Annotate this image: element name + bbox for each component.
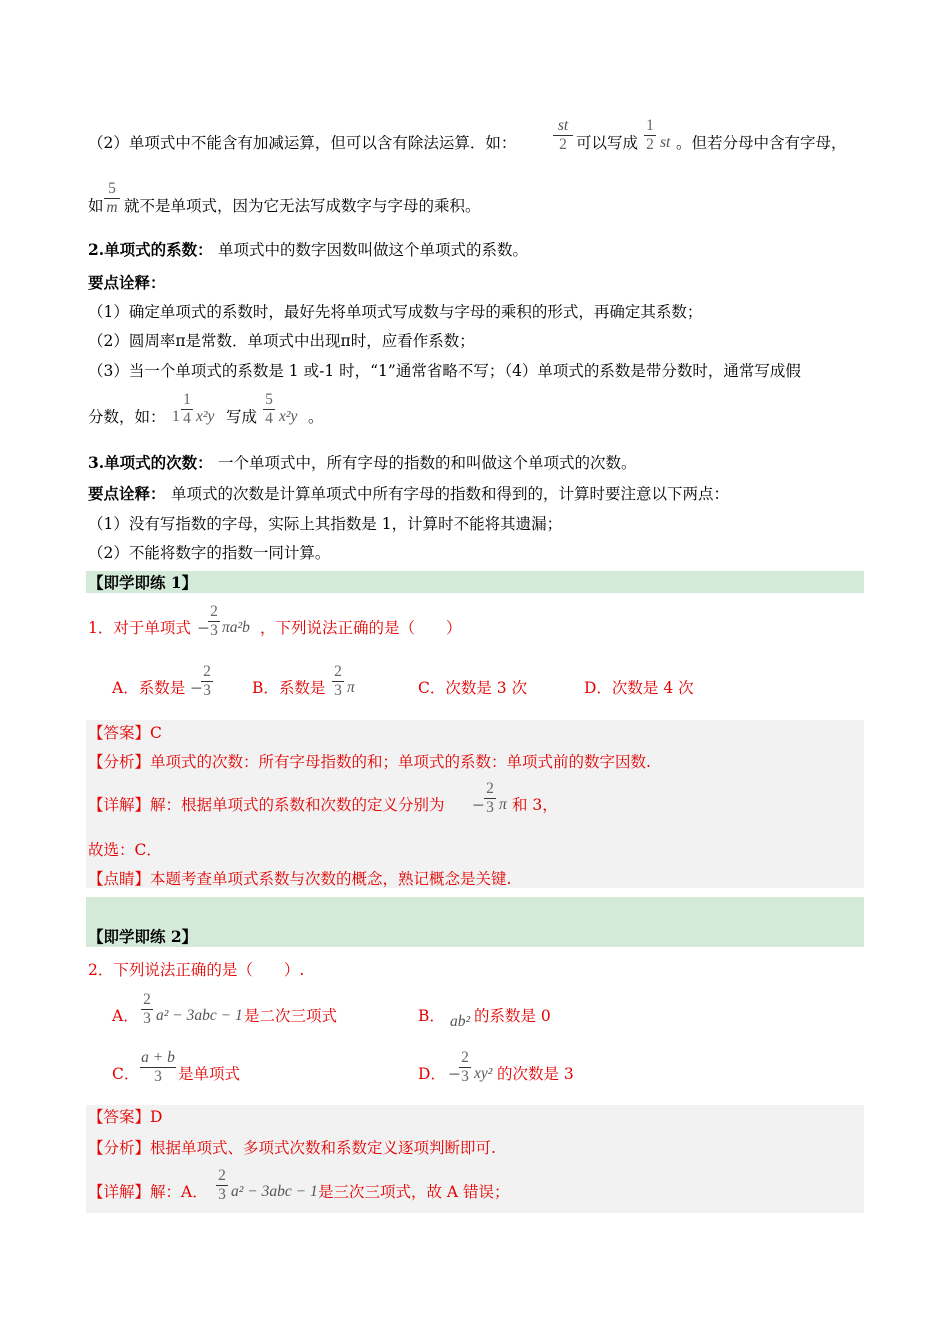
fraction-1-over-2: $\frac{1}{2}$ — [644, 117, 656, 154]
practice1-detail-post: 和 3， — [512, 796, 558, 814]
math-pi-a2b: πa²b — [222, 619, 250, 636]
para-line2-pre: 如 — [88, 197, 104, 215]
sec3-key-label: 要点诠释： — [88, 484, 166, 503]
math-st: st — [660, 134, 671, 151]
practice2-option-b-post: 的系数是 0 — [474, 1007, 551, 1025]
practice1-answer: 【答案】C — [88, 724, 162, 742]
fraction-2-over-3: $\frac{2}{3}$ — [201, 663, 213, 700]
fraction-2-over-3: $\frac{2}{3}$ — [216, 1167, 228, 1204]
practice1-option-b[interactable]: B．系数是 — [252, 679, 326, 697]
fraction-a-plus-b-over-3: $\frac{a + b}{3}$ — [141, 1049, 175, 1085]
sec2-title: 2.单项式的系数： — [88, 240, 213, 259]
fraction-5-over-4: $\frac{5}{4}$ — [263, 391, 275, 428]
fraction-st-over-2: $\frac{st}{2}$ — [553, 117, 573, 154]
mixed-number-whole: 1 — [172, 408, 180, 425]
sec2-ex-end: 。 — [308, 408, 324, 426]
practice1-option-c[interactable]: C．次数是 3 次 — [418, 679, 528, 697]
practice2-question: 2．下列说法正确的是（ ）. — [88, 961, 305, 979]
practice1-analysis: 【分析】单项式的次数：所有字母指数的和；单项式的系数：单项式前的数字因数. — [88, 753, 651, 771]
practice1-option-a-sign: − — [190, 679, 203, 697]
practice1-question-pre: 1．对于单项式 — [88, 619, 191, 637]
practice1-conclusion: 故选：C． — [88, 841, 162, 859]
sec3-text: 一个单项式中，所有字母的指数的和叫做这个单项式的次数。 — [218, 454, 637, 472]
sec2-item3: （3）当一个单项式的系数是 1 或-1 时，“1”通常省略不写；（4）单项式的系数是带分数时，通常写成假 — [88, 362, 801, 380]
sec2-item1: （1）确定单项式的系数时，最好先将单项式写成数与字母的乘积的形式，再确定其系数； — [88, 303, 703, 321]
para-line1-d: 。但若分母中含有字母， — [676, 134, 847, 152]
practice2-detail-pre: 【详解】解：A． — [88, 1183, 208, 1201]
fraction-5-over-m: $\frac{5}{m}$ — [104, 180, 120, 217]
fraction-2-over-3: $\frac{2}{3}$ — [141, 991, 153, 1028]
practice1-detail-pre: 【详解】解：根据单项式的系数和次数的定义分别为 — [88, 796, 445, 814]
fraction-2-over-3: $\frac{2}{3}$ — [208, 603, 220, 640]
sec3-title: 3.单项式的次数： — [88, 453, 213, 472]
para-line1-b: 可以写成 — [576, 134, 639, 152]
math-ab2: ab² — [450, 1013, 471, 1030]
math-x2y-1: x²y — [196, 408, 215, 425]
practice2-option-d[interactable]: D． — [418, 1065, 446, 1083]
sec2-text: 单项式中的数字因数叫做这个单项式的系数。 — [218, 241, 529, 259]
practice1-detail-sign: − — [472, 796, 485, 814]
practice2-header: 【即学即练 2】 — [88, 927, 198, 946]
practice1-option-d[interactable]: D．次数是 4 次 — [584, 679, 694, 697]
practice2-option-a-post: 是二次三项式 — [244, 1007, 338, 1025]
para-line2-post: 就不是单项式，因为它无法写成数字与字母的乘积。 — [124, 197, 481, 215]
sec2-item2: （2）圆周率π是常数．单项式中出现π时，应看作系数； — [88, 332, 475, 350]
practice2-option-d-sign: − — [448, 1065, 461, 1083]
practice2-header-bar — [86, 897, 864, 947]
math-x2y-2: x²y — [279, 408, 298, 425]
math-a2-3abc-1: a² − 3abc − 1 — [156, 1007, 243, 1024]
math-xy2: xy² — [474, 1065, 493, 1082]
para-line1-a: （2）单项式中不能含有加减运算，但可以含有除法运算．如： — [88, 134, 517, 152]
practice2-option-d-post: 的次数是 3 — [497, 1065, 574, 1083]
practice2-option-b[interactable]: B． — [418, 1007, 445, 1025]
practice2-analysis: 【分析】根据单项式、多项式次数和系数定义逐项判断即可. — [88, 1139, 496, 1157]
fraction-2-over-3: $\frac{2}{3}$ — [459, 1049, 471, 1086]
sec2-key-label: 要点诠释： — [88, 273, 166, 292]
practice1-header-bar — [86, 571, 864, 593]
sec3-item1: （1）没有写指数的字母，实际上其指数是 1，计算时不能将其遗漏； — [88, 515, 563, 533]
practice2-detail-post: 是三次三项式，故 A 错误； — [318, 1183, 510, 1201]
sec3-item2: （2）不能将数字的指数一同计算。 — [88, 544, 331, 562]
practice1-comment: 【点睛】本题考查单项式系数与次数的概念，熟记概念是关键. — [88, 870, 512, 888]
math-pi: π — [499, 796, 507, 813]
math-a2-3abc-1: a² − 3abc − 1 — [231, 1183, 318, 1200]
fraction-2-over-3: $\frac{2}{3}$ — [484, 780, 496, 817]
sec3-key-text: 单项式的次数是计算单项式中所有字母的指数和得到的，计算时要注意以下两点： — [171, 485, 730, 503]
practice2-option-a[interactable]: A． — [112, 1007, 139, 1025]
practice2-option-c[interactable]: C． — [112, 1065, 140, 1083]
sec2-item3b-pre: 分数，如： — [88, 408, 166, 426]
fraction-1-over-4: $\frac{1}{4}$ — [181, 391, 193, 428]
practice1-header: 【即学即练 1】 — [88, 573, 198, 592]
practice1-question-post: ，下列说法正确的是（ ） — [260, 619, 462, 637]
practice1-option-a[interactable]: A．系数是 — [112, 679, 186, 697]
practice1-q-sign: − — [197, 619, 210, 637]
sec2-ex-mid: 写成 — [226, 408, 258, 426]
practice2-option-c-post: 是单项式 — [178, 1065, 241, 1083]
practice2-answer: 【答案】D — [88, 1108, 163, 1126]
math-pi: π — [347, 679, 355, 696]
fraction-2-over-3: $\frac{2}{3}$ — [332, 663, 344, 700]
